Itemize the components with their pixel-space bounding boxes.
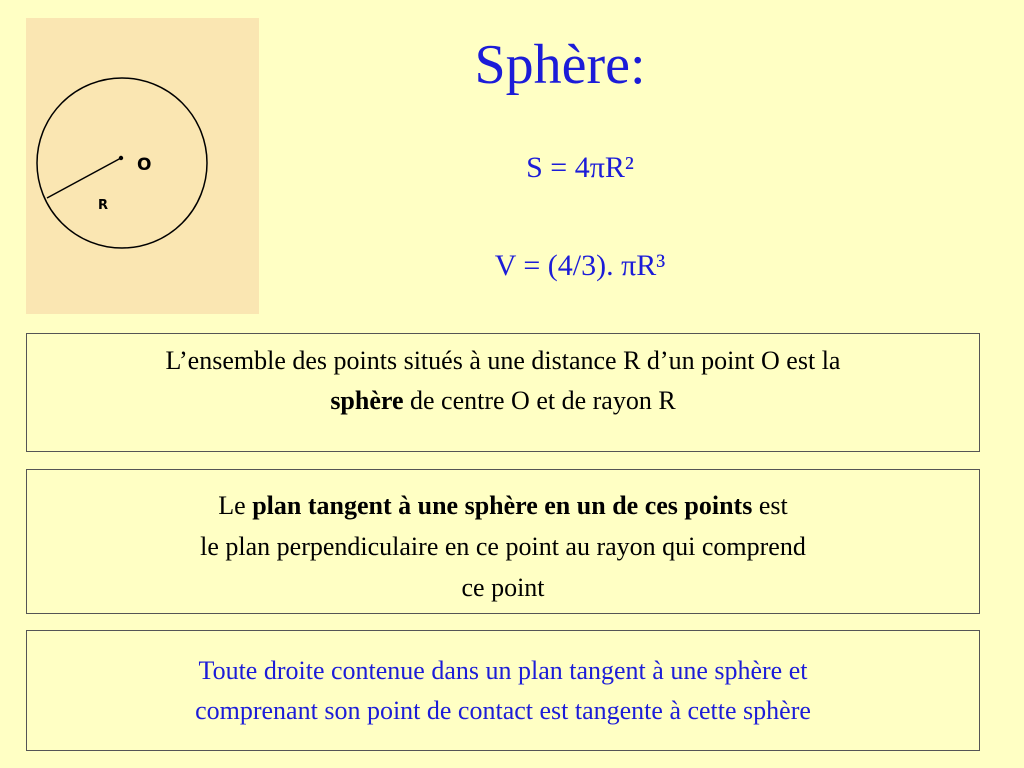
- definition-line: L’ensemble des points situés à une distance R d’un point O est la: [165, 346, 841, 375]
- definition-box: [26, 333, 980, 452]
- tangent-plane-line: le plan perpendiculaire en ce point au rayon qui comprend: [200, 532, 806, 561]
- volume-formula: V = (4/3). πR³: [494, 249, 666, 282]
- page-title: Sphère:: [474, 34, 646, 96]
- tangent-line-box: [26, 630, 980, 751]
- tangent-plane-term: plan tangent à une sphère en un de ces points: [252, 491, 753, 520]
- tangent-plane-prefix: Le: [218, 491, 253, 520]
- tangent-plane-line: [27, 485, 979, 526]
- tangent-plane-line: ce point: [461, 573, 545, 602]
- surface-formula: S = 4πR²: [526, 151, 634, 184]
- radius-label: R: [98, 198, 109, 213]
- definition-term: sphère: [330, 386, 404, 415]
- tangent-plane-box: [26, 469, 980, 614]
- definition-rest: de centre O et de rayon R: [403, 386, 676, 415]
- sphere-figure: [26, 18, 259, 314]
- sphere-sketch: [26, 18, 259, 314]
- definition-line: [27, 381, 979, 421]
- tangent-line-text: comprenant son point de contact est tangente à cette sphère: [195, 696, 811, 725]
- radius-line: [47, 158, 121, 198]
- tangent-line-text: Toute droite contenue dans un plan tangent à une sphère et: [198, 656, 808, 685]
- center-point: [119, 156, 123, 160]
- sphere-outline: [37, 78, 207, 248]
- center-label: O: [137, 155, 152, 175]
- tangent-plane-suffix: est: [752, 491, 788, 520]
